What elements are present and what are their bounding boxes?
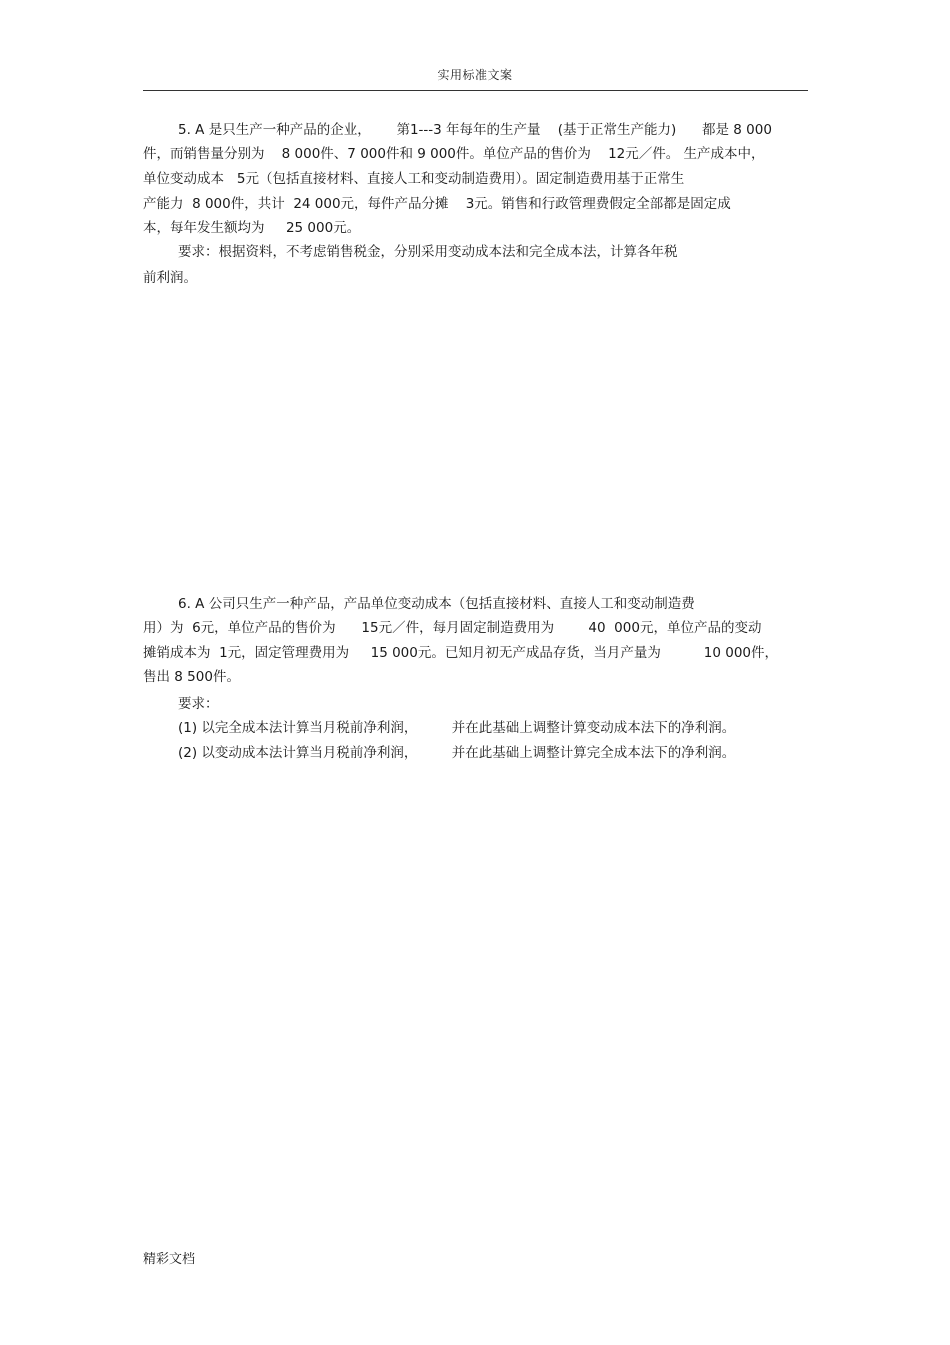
header-rule [143, 90, 808, 91]
page-footer: 精彩文档 [143, 1252, 196, 1267]
q6-line: 6. A 公司只生产一种产品，产品单位变动成本（包括直接材料、直接人工和变动制造费 [178, 596, 695, 612]
q6-line: 摊销成本为 1元，固定管理费用为 15 000元。已知月初无产成品存货，当月产量为 10 000件， [143, 645, 779, 661]
page-header-title: 实用标准文案 [437, 68, 513, 82]
q5-line: 本，每年发生额均为 25 000元。 [143, 220, 361, 236]
q5-line: 产能力 8 000件，共计 24 000元，每件产品分摊 3元。销售和行政管理费假定全部都是固定成 [143, 196, 731, 212]
q5-line: 要求：根据资料，不考虑销售税金，分别采用变动成本法和完全成本法，计算各年税 [178, 244, 678, 260]
q6-line: 要求： [178, 696, 219, 712]
q6-line: 用）为 6元，单位产品的售价为 15元／件，每月固定制造费用为 40 000元，单位产品的变动 [143, 620, 762, 636]
q6-line: 售出 8 500件。 [143, 669, 240, 685]
q5-line: 件，而销售量分别为 8 000件、7 000件和 9 000件。单位产品的售价为 12元／件。 生产成本中， [143, 146, 765, 162]
q5-line: 单位变动成本 5元（包括直接材料、直接人工和变动制造费用）。固定制造费用基于正常生 [143, 171, 685, 187]
q5-line: 5. A 是只生产一种产品的企业， 第1---3 年每年的生产量 (基于正常生产能力) 都是 8 000 [178, 122, 772, 138]
q6-line: (1) 以完全成本法计算当月税前净利润， 并在此基础上调整计算变动成本法下的净利润。 [178, 720, 736, 736]
q5-line: 前利润。 [143, 270, 197, 286]
q6-line: (2) 以变动成本法计算当月税前净利润， 并在此基础上调整计算完全成本法下的净利润。 [178, 745, 736, 761]
